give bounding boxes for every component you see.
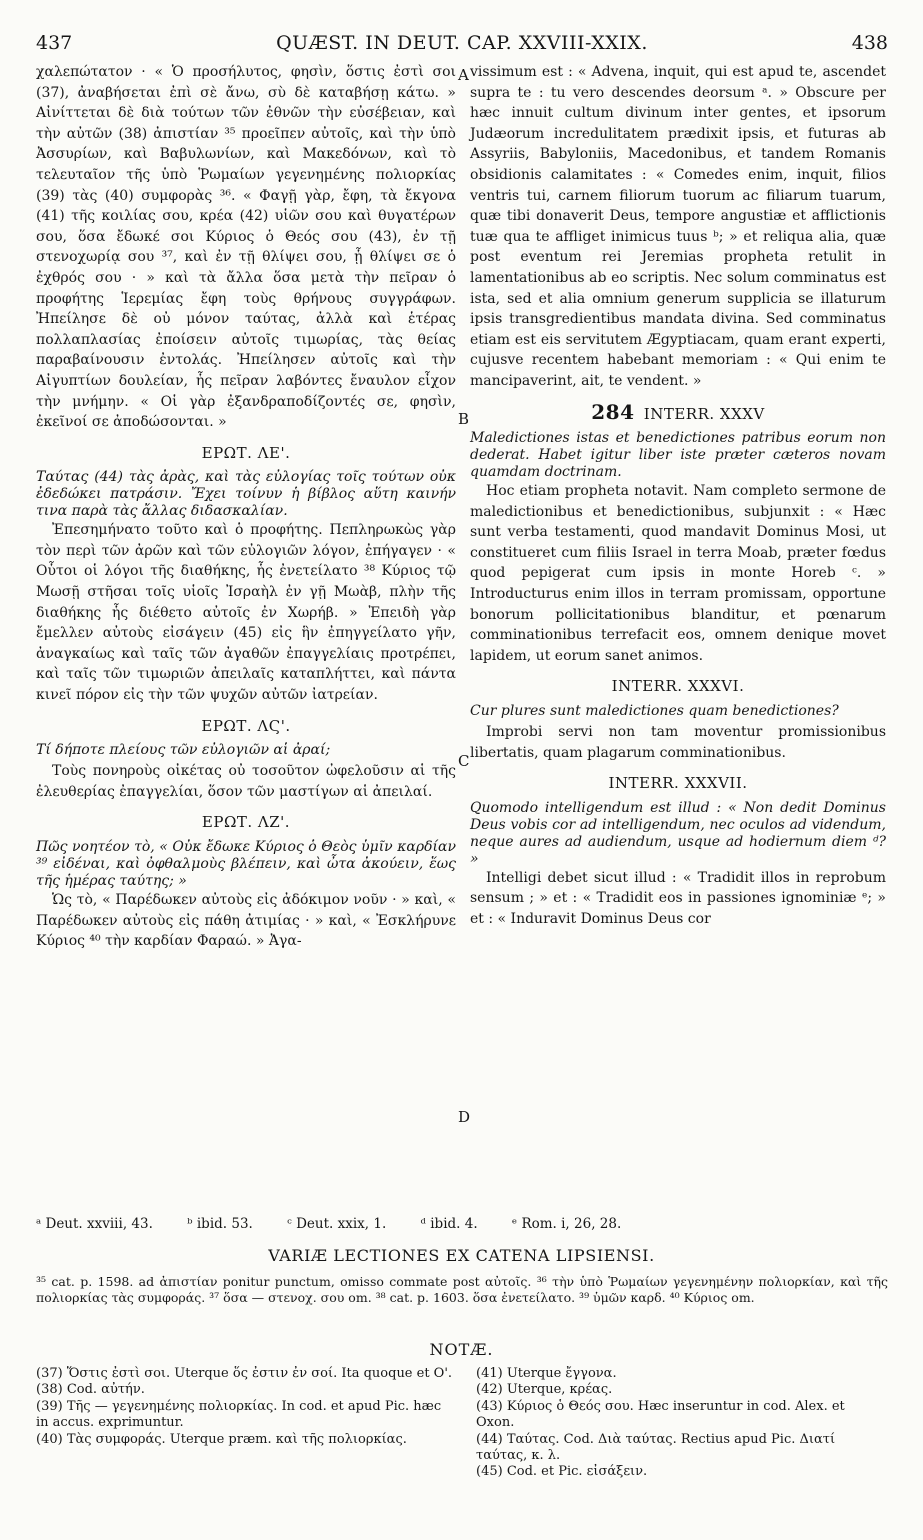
scripture-footnotes bbox=[36, 1216, 888, 1232]
latin-answer: Improbi servi non tam moventur promissionibus libertatis, quam plagarum comminationibus. bbox=[470, 724, 886, 761]
running-title: QUÆST. IN DEUT. CAP. XXVIII-XXIX. bbox=[276, 32, 648, 54]
footnote: ᵉ Rom. i, 26, 28. bbox=[511, 1216, 622, 1232]
greek-answer: Ἐπεσημήνατο τοῦτο καὶ ὁ προφήτης. Πεπληρωκὼς γὰρ τὸν περὶ τῶν ἀρῶν καὶ τῶν εὐλογιῶν λόγον, ἐπήγαγεν · « Οὗτοι οἱ λόγοι τῆς διαθήκης, ἧς ἐνετείλατο ³⁸ Κύριος τῷ Μωσῇ στῆσαι τοῖς υἱοῖς Ἰσραὴλ ἐν γῇ Μωὰβ, πλὴν τῆς διαθήκης ἧς διέθετο αὐτοῖς ἐν Χωρήβ. » Ἐπειδὴ γὰρ ἔμελλεν αὐτοὺς εἰσάγειν (45) εἰς ἣν ἐπηγγείλατο γῆν, ἀναγκαίως καὶ ταῖς τῶν ἀγαθῶν ἐπαγγελίαις προτρέπει, καὶ ταῖς τῶν τιμωριῶν ἀπειλαῖς καταπλήττει, καὶ πάντα κινεῖ πόρον εἰς τὴν τῶν ψυχῶν αὐτῶν ἰατρείαν. bbox=[36, 522, 456, 704]
note: (43) Κύριος ὁ Θεός σου. Hæc inseruntur in cod. Alex. et Oxon. bbox=[476, 1398, 845, 1431]
latin-question: Quomodo intelligendum est illud : « Non dedit Dominus Deus vobis cor ad intelligendum, nec oculos ad videndum, neque aures ad audiendum, usque ad hodiernum diem ᵈ? » bbox=[470, 799, 886, 867]
note: (39) Τῆς — γεγενημένης πολιορκίας. In cod. et apud Pic. hæc in accus. exprimuntur. bbox=[36, 1398, 442, 1431]
greek-column bbox=[36, 62, 456, 952]
footnote: ᵇ ibid. 53. bbox=[187, 1216, 253, 1232]
column-number: 284 bbox=[591, 399, 635, 424]
note: (41) Uterque ἔγγονα. bbox=[476, 1366, 617, 1381]
margin-letter-b: B bbox=[458, 410, 470, 428]
notes-right bbox=[476, 1366, 886, 1481]
greek-question-heading: ΕΡΩΤ. ΛϚ'. bbox=[201, 716, 291, 735]
latin-answer: Hoc etiam propheta notavit. Nam completo sermone de maledictionibus et benedictionibus, subjunxit : « Hæc sunt verba testamenti, quod mandavit Dominus Mosi, ut constitueret cum filiis Israel in terra Moab, præter fœdus quod pepigerat cum ipsis in monte Horeb ᶜ. » Introducturus enim illos in terram promissam, opportune bonorum pollicitationibus blanditur, et pœnarum comminationibus terrefacit eos, omnem denique movet lapidem, ut eorum sanet animos. bbox=[470, 483, 886, 664]
latin-answer: Intelligi debet sicut illud : « Tradidit illos in reprobum sensum ; » et : « Tradidit eos in passiones ignominiæ ᵉ; » et : « Induravit Dominus Deus cor bbox=[470, 869, 886, 927]
margin-letter-c: C bbox=[458, 752, 470, 770]
greek-question-heading: ΕΡΩΤ. ΛΕ'. bbox=[201, 443, 291, 462]
footnote: ᵈ ibid. 4. bbox=[420, 1216, 478, 1232]
footnote: ᵃ Deut. xxviii, 43. bbox=[36, 1216, 153, 1232]
latin-paragraph: vissimum est : « Advena, inquit, qui est apud te, ascendet supra te : tu vero descendes deorsum ᵃ. » Obscure per hæc innuit cultum divinum inter gentes, et ipsorum Judæorum incredulitatem prædixit ipsis, et futuras ab Assyriis, Babyloniis, Macedonibus, et tandem Romanis obsidionis calamitates : « Comedes enim, inquit, filios ventris tui, carnem filiorum tuorum ac filiarum tuarum, quæ tibi donaverit Deus, tempore angustiæ et afflictionis tuæ qua te affliget inimicus tuus ᵇ; » et reliqua alia, quæ post eventum rei Jeremias propheta retulit in lamentationibus ab eo scriptis. Nec solum comminatus est ista, sed et alia omnium generum supplicia se illaturum ipsis transgredientibus mandata divina. Sed comminatus etiam est eis servitutem Ægyptiacam, quam erant experti, cujusve recentem habebant memoriam : « Qui enim te mancipaverint, ait, te vendent. » bbox=[470, 64, 886, 389]
greek-question: Τί δήποτε πλείους τῶν εὐλογιῶν αἱ ἀραί; bbox=[36, 742, 331, 759]
greek-question: Ταύτας (44) τὰς ἀρὰς, καὶ τὰς εὐλογίας τοῖς τούτων οὐκ ἐδεδώκει πατράσιν. Ἔχει τοίνυν ἡ βίβλος αὕτη καινήν τινα παρὰ τὰς ἄλλας διδασκαλίαν. bbox=[36, 469, 456, 520]
footnote: ᶜ Deut. xxix, 1. bbox=[287, 1216, 387, 1232]
note: (45) Cod. et Pic. εἰσάξειν. bbox=[476, 1464, 648, 1480]
notae-heading: NOTÆ. bbox=[429, 1340, 494, 1359]
latin-question: Maledictiones istas et benedictiones patribus eorum non dederat. Habet igitur liber iste præter cæteros novam quamdam doctrinam. bbox=[470, 430, 886, 481]
page-number-left: 437 bbox=[36, 32, 73, 54]
variae-heading: VARIÆ LECTIONES EX CATENA LIPSIENSI. bbox=[268, 1246, 655, 1265]
latin-question-heading: INTERR. XXXVII. bbox=[608, 774, 748, 793]
page-number-right: 438 bbox=[851, 32, 888, 54]
running-header bbox=[36, 32, 888, 58]
note: (44) Ταύτας. Cod. Διὰ ταύτας. Rectius apud Pic. Διατί ταύτας, κ. λ. bbox=[476, 1431, 836, 1464]
greek-paragraph: χαλεπώτατον · « Ὁ προσήλυτος, φησὶν, ὅστις ἐστὶ σοι (37), ἀναβήσεται ἐπὶ σὲ ἄνω, σὺ δὲ καταβήσῃ κάτω. » Αἰνίττεται δὲ διὰ τούτων τῶν ἐθνῶν τὴν εὐσέβειαν, καὶ τὴν αὐτῶν (38) ἀπιστίαν ³⁵ προεῖπεν αὐτοῖς, καὶ τὴν ὑπὸ Ἀσσυρίων, καὶ Βαβυλωνίων, καὶ Μακεδόνων, καὶ τὸ τελευταῖον τῆς ὑπὸ Ῥωμαίων γεγενημένης πολιορκίας (39) τὰς (40) συμφορὰς ³⁶. « Φαγῇ γὰρ, ἔφη, τὰ ἔκγονα (41) τῆς κοιλίας σου, κρέα (42) υἱῶν σου καὶ θυγατέρων σου, ὅσα ἔδωκέ σοι Κύριος ὁ Θεός σου (43), ἐν τῇ στενοχωρίᾳ σου ³⁷, καὶ ἐν τῇ θλίψει σου, ᾗ θλίψει σε ὁ ἐχθρός σου · » καὶ τὰ ἄλλα ὅσα μετὰ τὴν πεῖραν ὁ προφήτης Ἱερεμίας ἔφη τοὺς θρήνους συγγράφων. Ἠπείλησε δὲ οὐ μόνον ταύτας, ἀλλὰ καὶ ἑτέρας πολλαπλασίας ἐποίσειν αὐτοῖς τιμωρίας, τὰς θείας παραβαίνουσιν ἐντολάς. Ἠπείλησεν αὐτοῖς καὶ τὴν Αἰγυπτίων δουλείαν, ἧς πεῖραν λαβόντες ἔναυλον εἶχον τὴν μνήμην. « Οἱ γὰρ ἐξανδραποδίζοντές σε, φησὶν, ἐκεῖνοί σε ἀποδώσονται. » bbox=[36, 64, 456, 431]
note: (40) Τὰς συμφοράς. Uterque præm. καὶ τῆς πολιορκίας. bbox=[36, 1431, 407, 1447]
greek-answer: Ὡς τὸ, « Παρέδωκεν αὐτοὺς εἰς ἀδόκιμον νοῦν · » καὶ, « Παρέδωκεν αὐτοὺς εἰς πάθη ἀτιμίας · » καὶ, « Ἐσκλήρυνε Κύριος ⁴⁰ τὴν καρδίαν Φαραώ. » Ἀγα- bbox=[36, 892, 456, 950]
note: (37) Ὅστις ἐστὶ σοι. Uterque ὅς ἐστιν ἐν σοί. Ita quoque et O'. bbox=[36, 1366, 453, 1381]
margin-letter-d: D bbox=[458, 1108, 471, 1126]
variae-text: ³⁵ cat. p. 1598. ad ἀπιστίαν ponitur punctum, omisso commate post αὐτοῖς. ³⁶ τὴν ὑπὸ Ῥωμαίων γεγενημένην πολιορκίαν, καὶ τῆς πολιορκίας τὰς συμφοράς. ³⁷ ὅσα — στενοχ. σου om. ³⁸ cat. p. 1603. ὅσα ἐνετείλατο. ³⁹ ὑμῶν καρδ. ⁴⁰ Κύριος om. bbox=[36, 1274, 888, 1305]
notes-left bbox=[36, 1366, 456, 1448]
latin-column bbox=[470, 62, 886, 930]
margin-letter-a: A bbox=[458, 66, 469, 84]
note: (38) Cod. αὐτήν. bbox=[36, 1382, 145, 1398]
greek-answer: Τοὺς πονηροὺς οἰκέτας οὐ τοσοῦτον ὠφελοῦσιν αἱ τῆς ἐλευθερίας ἐπαγγελίαι, ὅσον τῶν μαστίγων αἱ ἀπειλαί. bbox=[36, 763, 456, 800]
greek-question-heading: ΕΡΩΤ. ΛΖ'. bbox=[201, 813, 291, 832]
latin-heading-text: INTERR. XXXV bbox=[643, 404, 765, 423]
greek-question: Πῶς νοητέον τὸ, « Οὐκ ἔδωκε Κύριος ὁ Θεὸς ὑμῖν καρδίαν ³⁹ εἰδέναι, καὶ ὀφθαλμοὺς βλέπειν, καὶ ὦτα ἀκούειν, ἕως τῆς ἡμέρας ταύτης; » bbox=[36, 839, 456, 889]
latin-question-heading: INTERR. XXXVI. bbox=[611, 677, 745, 696]
note: (42) Uterque, κρέας. bbox=[476, 1382, 613, 1398]
latin-question: Cur plures sunt maledictiones quam benedictiones? bbox=[470, 703, 839, 720]
latin-question-heading bbox=[470, 399, 886, 425]
